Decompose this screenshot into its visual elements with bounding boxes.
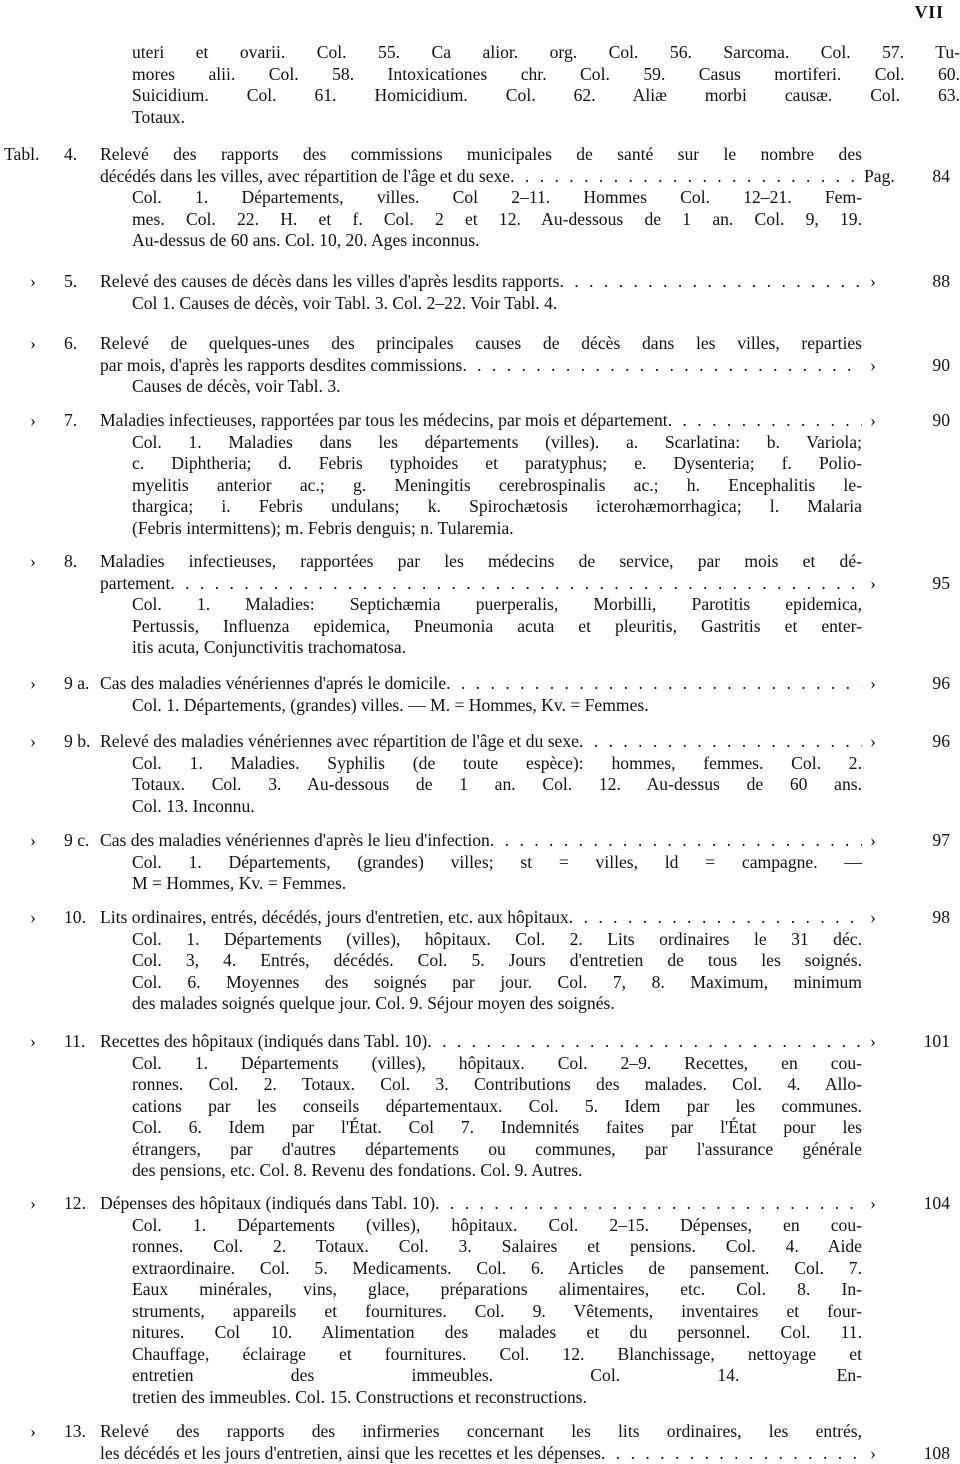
ditto-mark: › [870, 271, 876, 291]
entry-heading-line [0, 907, 960, 929]
entry-title: Cas des maladies vénériennes d'aprés le domicile [100, 673, 447, 693]
toc-entry [0, 333, 960, 398]
entry-detail-line: mes. Col. 22. H. et f. Col. 2 et 12. Au-dessous de 1 an. Col. 9, 19. [132, 208, 862, 229]
dot-leader [435, 1193, 862, 1215]
entry-detail-line: struments, appareils et fournitures. Col. 9. Vêtements, inventaires et four- [132, 1300, 862, 1321]
entry-title: les décédés et les jours d'entretien, ainsi que les recettes et les dépenses [100, 1442, 601, 1463]
entry-detail-line: Col. 3, 4. Entrés, décédés. Col. 5. Jours d'entretien de tous les soignés. [132, 950, 862, 970]
entry-heading-line [0, 573, 960, 595]
entry-detail-line: Col. 1. Maladies dans les départements (villes). a. Scarlatina: b. Variola; [132, 431, 862, 452]
entry-title: Recettes des hôpitaux (indiqués dans Tabl. 10) [100, 1031, 428, 1051]
entry-heading-line [0, 830, 960, 852]
entry-heading-text [100, 573, 862, 595]
entry-detail-line: (Febris intermittens); m. Febris denguis; n. Tularemia. [132, 517, 514, 538]
page-number-ref: 97 [932, 830, 950, 850]
toc-entry [0, 271, 960, 314]
entry-heading-line [0, 355, 960, 377]
entry-heading-text: Maladies infectieuses, rapportées par les médecins de service, par mois et dé- [100, 551, 862, 571]
entry-heading-line [0, 1443, 960, 1464]
entry-heading-line [0, 1421, 960, 1443]
toc-entry [0, 410, 960, 539]
entry-detail-line: des pensions, etc. Col. 8. Revenu des fondations. Col. 9. Autres. [132, 1160, 583, 1180]
entry-title: décédés dans les villes, avec répartition de l'âge et du sexe [100, 165, 511, 186]
page-number-ref: 88 [932, 271, 950, 291]
dot-leader [462, 355, 862, 377]
entry-heading-line [0, 731, 960, 753]
entry-detail-line: ronnes. Col. 2. Totaux. Col. 3. Contributions des malades. Col. 4. Allo- [132, 1074, 862, 1094]
entry-heading-text [100, 907, 862, 929]
tabl-label: Tabl. [4, 144, 40, 164]
entry-detail-line: Pertussis, Influenza epidemica, Pneumonia acuta et pleuritis, Gastritis et enter- [132, 615, 862, 636]
dot-leader [560, 271, 863, 293]
entry-title: Relevé des maladies vénériennes avec répartition de l'âge et du sexe [100, 731, 579, 751]
entry-heading-line [0, 551, 960, 573]
entry-detail-line: Col. 6. Moyennes des soignés par jour. Col. 7, 8. Maximum, minimum [132, 971, 862, 992]
entry-detail-line: Col. 1. Départements (villes), hôpitaux. Col. 2. Lits ordinaires le 31 déc. [132, 928, 862, 949]
toc-entry [0, 731, 960, 817]
toc-entry [0, 551, 960, 659]
ditto-mark: › [30, 271, 36, 291]
entry-detail-line: cations par les conseils départementaux. Col. 5. Idem par les communes. [132, 1095, 862, 1116]
entry-heading-text [100, 731, 862, 753]
entry-detail-line: Eaux minérales, vins, glace, préparations alimentaires, etc. Col. 8. In- [132, 1279, 862, 1299]
table-number: 11. [64, 1031, 86, 1051]
entry-heading-text [100, 271, 862, 293]
entry-detail-line: Col. 13. Inconnu. [132, 795, 255, 816]
table-number: 9 c. [64, 830, 90, 850]
ditto-mark: › [30, 1031, 36, 1051]
dot-leader [510, 166, 862, 188]
entry-detail-line: étrangers, par d'autres départements ou communes, par l'assurance générale [132, 1138, 862, 1159]
dot-leader [490, 830, 862, 852]
entry-detail-line: Col. 1. Maladies: Septichæmia puerperalis, Morbilli, Parotitis epidemica, [132, 594, 862, 614]
entry-heading-text [100, 355, 862, 377]
entry-detail-line: Au-dessus de 60 ans. Col. 10, 20. Ages inconnus. [132, 230, 480, 250]
ditto-mark: › [870, 673, 876, 693]
entry-detail-line: Col. 1. Départements, (grandes) villes; st = villes, ld = campagne. — [132, 851, 862, 872]
entry-title: partement [100, 572, 171, 593]
table-number: 9 a. [64, 673, 90, 693]
entry-title: Dépenses des hôpitaux (indiqués dans Tabl. 10) [100, 1193, 436, 1213]
dot-leader [601, 1443, 862, 1464]
entry-detail-line: Causes de décès, voir Tabl. 3. [132, 376, 341, 396]
ditto-mark: › [870, 1031, 876, 1051]
entry-detail-line: Col. 1. Départements (villes), hôpitaux. Col. 2–15. Dépenses, en cou- [132, 1214, 862, 1235]
ditto-mark: › [870, 572, 876, 593]
table-number: 8. [64, 551, 78, 571]
dot-leader [427, 1031, 862, 1053]
entry-detail-line: thargica; i. Febris undulans; k. Spirochætosis icterohæmorrhagica; l. Malaria [132, 496, 862, 516]
entry-heading-text [100, 1031, 862, 1053]
entry-detail-line: Col 1. Causes de décès, voir Tabl. 3. Col. 2–22. Voir Tabl. 4. [132, 292, 558, 313]
ditto-mark: › [30, 830, 36, 850]
entry-detail-line: Col. 1. Départements, villes. Col 2–11. Hommes Col. 12–21. Fem- [132, 187, 862, 207]
entry-detail-line: Col. 6. Idem par l'État. Col 7. Indemnités faites par l'État pour les [132, 1117, 862, 1137]
entry-detail-line: entretien des immeubles. Col. 14. En- [132, 1365, 862, 1385]
intro-line: Suicidium. Col. 61. Homicidium. Col. 62. Aliæ morbi causæ. Col. 63. [132, 85, 960, 105]
entry-heading-line [0, 673, 960, 695]
entry-heading-text [100, 673, 862, 695]
ditto-mark: › [30, 410, 36, 430]
entry-heading-line [0, 1031, 960, 1053]
entry-heading-text [100, 830, 862, 852]
intro-block [0, 42, 960, 128]
ditto-mark: › [30, 673, 36, 693]
ditto-mark: › [30, 551, 36, 571]
table-number: 10. [64, 907, 86, 927]
dot-leader [569, 907, 862, 929]
entry-heading-text [100, 410, 862, 432]
entry-detail-line: extraordinaire. Col. 5. Medicaments. Col. 6. Articles de pansement. Col. 7. [132, 1257, 862, 1278]
table-number: 4. [64, 144, 78, 164]
pag-label: Pag. [864, 165, 895, 186]
toc-entry [0, 1421, 960, 1464]
entry-detail-line: Totaux. Col. 3. Au-dessous de 1 an. Col. 12. Au-dessus de 60 ans. [132, 774, 862, 794]
entry-heading-line [0, 333, 960, 355]
ditto-mark: › [870, 1442, 876, 1463]
ditto-mark: › [870, 731, 876, 751]
page-number-ref: 108 [923, 1442, 950, 1463]
entry-heading-line [0, 1193, 960, 1215]
entry-detail-line: Col. 1. Départements, (grandes) villes. — M. = Hommes, Kv. = Femmes. [132, 694, 649, 715]
ditto-mark: › [870, 830, 876, 850]
entry-detail-line: tretien des immeubles. Col. 15. Constructions et reconstructions. [132, 1386, 587, 1407]
entry-detail-line: myelitis anterior ac.; g. Meningitis cerebrospinalis ac.; h. Encephalitis le- [132, 474, 862, 495]
entry-heading-text: Relevé de quelques-unes des principales causes de décès dans les villes, reparties [100, 333, 862, 353]
toc-entry [0, 907, 960, 1015]
page-number-ref: 104 [923, 1193, 950, 1213]
page-number-ref: 96 [932, 731, 950, 751]
entry-heading-line [0, 271, 960, 293]
entry-title: Cas des maladies vénériennes d'après le lieu d'infection [100, 830, 490, 850]
ditto-mark: › [870, 1193, 876, 1213]
page-number-ref: 98 [932, 907, 950, 927]
ditto-mark: › [30, 1193, 36, 1213]
entry-heading-line [0, 410, 960, 432]
table-number: 9 b. [64, 731, 91, 751]
ditto-mark: › [30, 731, 36, 751]
dot-leader [446, 673, 862, 695]
dot-leader [668, 410, 862, 432]
intro-line: uteri et ovarii. Col. 55. Ca alior. org. Col. 56. Sarcoma. Col. 57. Tu- [132, 42, 960, 62]
dot-leader [170, 573, 862, 595]
entry-detail-line: c. Diphtheria; d. Febris typhoides et paratyphus; e. Dysenteria; f. Polio- [132, 453, 862, 473]
entry-title: Relevé des causes de décès dans les villes d'après lesdits rapports [100, 271, 560, 291]
ditto-mark: › [870, 354, 876, 375]
dot-leader [579, 731, 862, 753]
entry-detail-line: Chauffage, éclairage et fournitures. Col. 12. Blanchissage, nettoyage et [132, 1343, 862, 1364]
page-number-ref: 90 [932, 354, 950, 375]
entry-title: Lits ordinaires, entrés, décédés, jours d'entretien, etc. aux hôpitaux [100, 907, 569, 927]
page-number-ref: 95 [932, 572, 950, 593]
entry-title: Maladies infectieuses, rapportées par tous les médecins, par mois et département [100, 410, 668, 430]
entry-detail-line: nitures. Col 10. Alimentation des malades et du personnel. Col. 11. [132, 1322, 862, 1342]
page-number-ref: 90 [932, 410, 950, 430]
toc-entry [0, 673, 960, 716]
entry-detail-line: M = Hommes, Kv. = Femmes. [132, 873, 347, 893]
entry-detail-line: Col. 1. Départements (villes), hôpitaux. Col. 2–9. Recettes, en cou- [132, 1052, 862, 1073]
entry-heading-line [0, 144, 960, 166]
entry-heading-text [100, 1443, 862, 1464]
toc-entry [0, 1031, 960, 1182]
page-number: VII [914, 2, 944, 22]
table-number: 7. [64, 410, 78, 430]
entry-heading-text: Relevé des rapports des infirmeries concernant les lits ordinaires, les entrés, [100, 1421, 862, 1441]
table-number: 6. [64, 333, 78, 353]
table-number: 5. [64, 271, 78, 291]
ditto-mark: › [30, 1421, 36, 1441]
entry-heading-text [100, 1193, 862, 1215]
page-number-ref: 101 [923, 1031, 950, 1051]
toc-entry [0, 830, 960, 895]
ditto-mark: › [30, 333, 36, 353]
entry-heading-line [0, 166, 960, 188]
entry-heading-text [100, 166, 862, 188]
table-number: 12. [64, 1193, 86, 1213]
ditto-mark: › [30, 907, 36, 927]
toc-entry [0, 1193, 960, 1408]
entry-detail-line: ronnes. Col. 2. Totaux. Col. 3. Salaires et pensions. Col. 4. Aide [132, 1236, 862, 1256]
entry-heading-text: Relevé des rapports des commissions municipales de santé sur le nombre des [100, 144, 862, 164]
ditto-mark: › [870, 410, 876, 430]
toc-entry [0, 144, 960, 252]
page-number-ref: 84 [932, 165, 950, 186]
intro-line: Totaux. [132, 106, 186, 127]
entry-detail-line: Col. 1. Maladies. Syphilis (de toute espèce): hommes, femmes. Col. 2. [132, 752, 862, 773]
ditto-mark: › [870, 907, 876, 927]
page-number-ref: 96 [932, 673, 950, 693]
entry-detail-line: des malades soignés quelque jour. Col. 9. Séjour moyen des soignés. [132, 993, 615, 1013]
entry-detail-line: itis acuta, Conjunctivitis trachomatosa. [132, 637, 407, 657]
intro-line: mores alii. Col. 58. Intoxicationes chr. Col. 59. Casus mortiferi. Col. 60. [132, 63, 960, 84]
entry-title: par mois, d'après les rapports desdites commissions [100, 354, 463, 375]
table-number: 13. [64, 1421, 86, 1441]
